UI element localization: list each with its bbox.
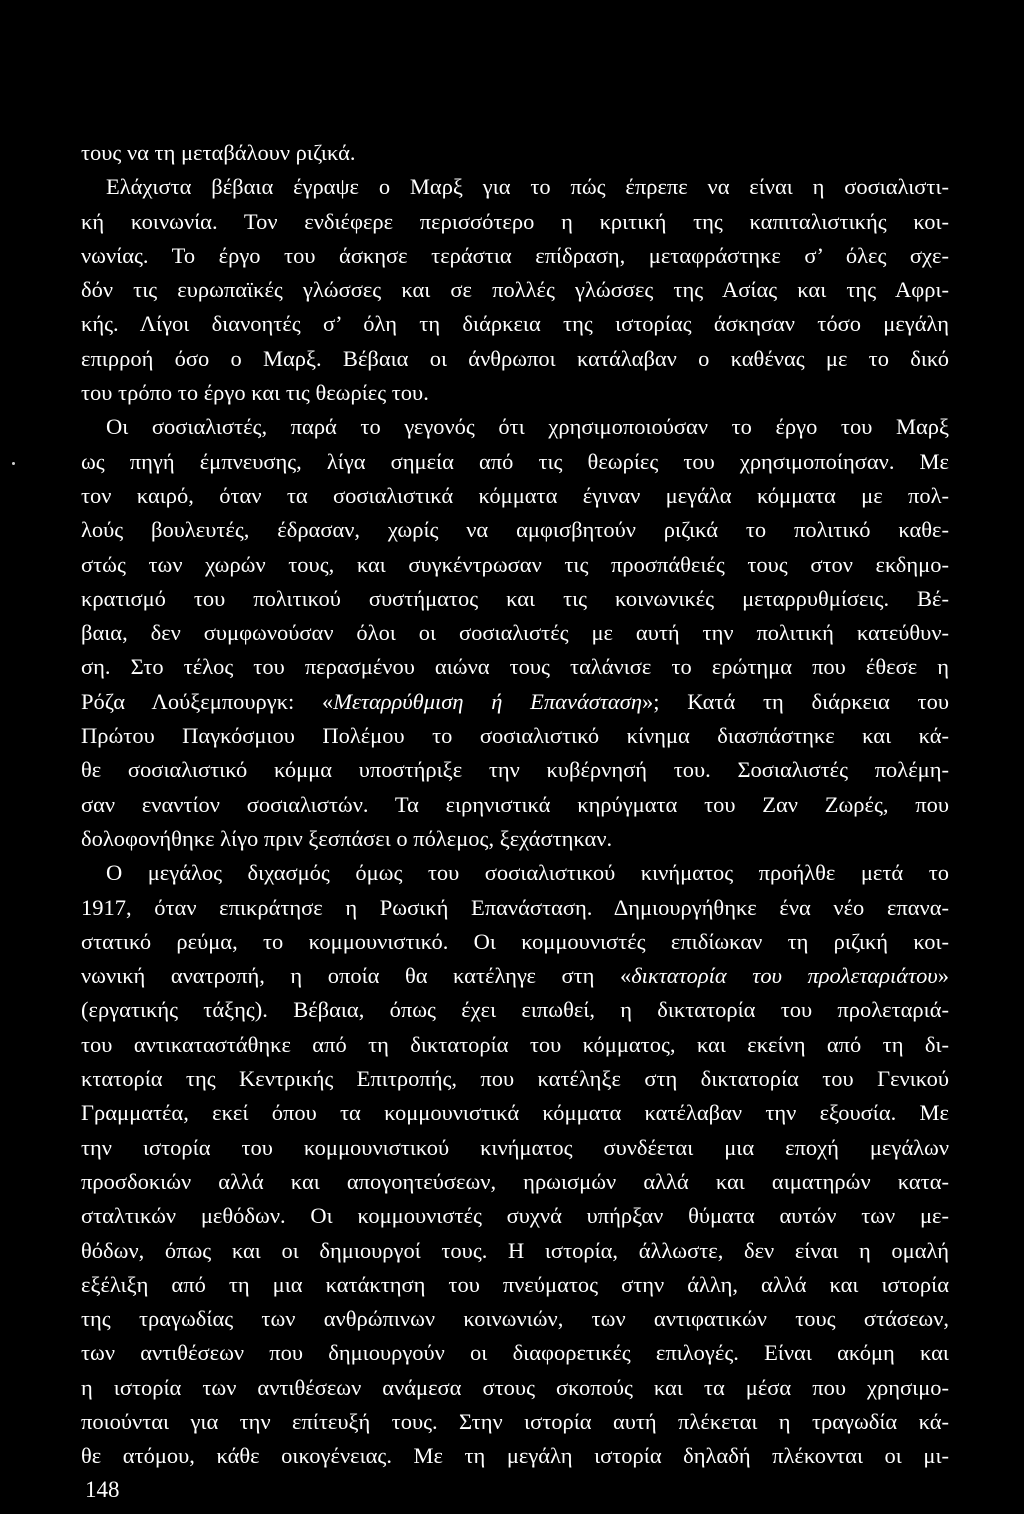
text-line [81,273,949,307]
text-segment: νωνική ανατροπή, η οποία θα κατέληγε στη « [81,963,632,989]
text-segment: ποιούνται για την επίτευξή τους. Στην ιστορία αυτή πλέκεται η τραγωδία κά- [81,1408,949,1434]
text-line [81,1062,949,1096]
text-line [81,822,949,856]
text-segment: κτατορία της Κεντρικής Επιτροπής, που κατέληξε στη δικτατορία του Γενικού [81,1066,949,1092]
page-number: 148 [85,1477,120,1502]
text-segment: Ελάχιστα βέβαια έγραψε ο Μαρξ για το πώς έπρεπε να είναι η σοσιαλιστι- [106,174,949,200]
text-segment: τον καιρό, όταν τα σοσιαλιστικά κόμματα έγιναν μεγάλα κόμματα με πολ- [81,482,949,508]
text-segment: νωνίας. Το έργο του άσκησε τεράστια επίδραση, μεταφράστηκε σ’ όλες σχε- [81,242,949,268]
text-line [81,616,949,650]
text-segment: θε σοσιαλιστικό κόμμα υποστήριξε την κυβέρνησή του. Σοσιαλιστές πολέμη- [81,757,949,783]
text-segment: κρατισμό του πολιτικού συστήματος και τις κοινωνικές μεταρρυθμίσεις. Βέ- [81,585,949,611]
text-segment: λούς βουλευτές, έδρασαν, χωρίς να αμφισβητούν ριζικά το πολιτικό καθε- [81,517,949,543]
text-segment: »; Κατά τη διάρκεια του [642,688,949,714]
text-line [81,1336,949,1370]
text-segment: θε ατόμου, κάθε οικογένειας. Με τη μεγάλη ιστορία δηλαδή πλέκονται οι μι- [81,1443,949,1469]
italic-phrase: δικτατορία του προλεταριάτου [631,963,938,989]
text-line [81,993,949,1027]
text-segment: προσδοκιών αλλά και απογοητεύσεων, ηρωισμών αλλά και αιματηρών κατα- [81,1168,949,1194]
text-line [81,1199,949,1233]
text-line [81,1439,949,1473]
text-line [81,719,949,753]
margin-speck [12,462,15,465]
text-line [81,1096,949,1130]
text-line [81,1268,949,1302]
text-line [81,788,949,822]
text-segment: τους να τη μεταβάλουν ριζικά. [81,140,356,165]
text-line [81,1405,949,1439]
text-line [81,170,949,204]
text-line [81,959,949,993]
text-segment: Ο μεγάλος διχασμός όμως του σοσιαλιστικού κινήματος προήλθε μετά το [106,860,949,886]
text-segment: βαια, δεν συμφωνούσαν όλοι οι σοσιαλιστές με αυτή την πολιτική κατεύθυν- [81,620,949,646]
text-line [81,753,949,787]
text-segment: εξέλιξη από τη μια κατάκτηση του πνεύματος στην άλλη, αλλά και ιστορία [81,1271,949,1297]
text-line [81,1028,949,1062]
text-line [81,513,949,547]
text-line [81,685,949,719]
text-line [81,445,949,479]
text-line [81,307,949,341]
text-segment: Πρώτου Παγκόσμιου Πολέμου το σοσιαλιστικό κίνημα διασπάστηκε και κά- [81,723,949,749]
text-segment: ση. Στο τέλος του περασμένου αιώνα τους ταλάνισε το ερώτημα που έθεσε η [81,654,949,680]
text-segment: 1917, όταν επικράτησε η Ρωσική Επανάσταση. Δημιουργήθηκε ένα νέο επανα- [81,894,949,920]
text-segment: του τρόπο το έργο και τις θεωρίες του. [81,380,429,406]
text-segment: κής. Λίγοι διανοητές σ’ όλη τη διάρκεια της ιστορίας άσκησαν τόσο μεγάλη [81,311,949,337]
text-line [81,1131,949,1165]
text-segment: της τραγωδίας των ανθρώπινων κοινωνιών, των αντιφατικών τους στάσεων, [81,1306,949,1332]
text-line [81,136,949,170]
text-line [81,650,949,684]
text-segment: η ιστορία των αντιθέσεων ανάμεσα στους σκοπούς και τα μέσα που χρησιμο- [81,1374,949,1400]
text-segment: δόν τις ευρωπαϊκές γλώσσες και σε πολλές γλώσσες της Ασίας και της Αφρι- [81,277,949,303]
text-segment: κή κοινωνία. Τον ενδιέφερε περισσότερο η κριτική της καπιταλιστικής κοι- [81,208,949,234]
text-segment: (εργατικής τάξης). Βέβαια, όπως έχει ειπωθεί, η δικτατορία του προλεταριά- [81,997,949,1023]
text-segment: ως πηγή έμπνευσης, λίγα σημεία από τις θεωρίες του χρησιμοποίησαν. Με [81,448,949,474]
text-segment: επιρροή όσο ο Μαρξ. Βέβαια οι άνθρωποι κατάλαβαν ο καθένας με το δικό [81,345,949,371]
text-segment: σαν εναντίον σοσιαλιστών. Τα ειρηνιστικά κηρύγματα του Ζαν Ζωρές, που [81,791,949,817]
text-line [81,925,949,959]
text-segment: Οι σοσιαλιστές, παρά το γεγονός ότι χρησιμοποιούσαν το έργο του Μαρξ [106,414,949,440]
text-segment: θόδων, όπως και οι δημιουργοί τους. Η ιστορία, άλλωστε, δεν είναι η ομαλή [81,1237,949,1263]
text-line [81,1371,949,1405]
text-line [81,548,949,582]
text-line [81,856,949,890]
text-segment: Ρόζα Λούξεμπουργκ: « [81,688,334,714]
text-segment: την ιστορία του κομμουνιστικού κινήματος συνδέεται μια εποχή μεγάλων [81,1134,949,1160]
text-line [81,1165,949,1199]
text-line [81,342,949,376]
text-line [81,1234,949,1268]
text-segment: των αντιθέσεων που δημιουργούν οι διαφορετικές επιλογές. Είναι ακόμη και [81,1340,949,1366]
text-line [81,479,949,513]
text-line [81,1302,949,1336]
text-segment: στώς των χωρών τους, και συγκέντρωσαν τις προσπάθειές τους στον εκδημο- [81,551,949,577]
text-segment: Γραμματέα, εκεί όπου τα κομμουνιστικά κόμματα κατέλαβαν την εξουσία. Με [81,1100,949,1126]
body-text [81,136,949,1474]
text-line [81,239,949,273]
text-line [81,582,949,616]
text-segment: » [937,963,949,989]
text-segment: στατικό ρεύμα, το κομμουνιστικό. Οι κομμουνιστές επιδίωκαν τη ριζική κοι- [81,928,949,954]
text-segment: του αντικαταστάθηκε από τη δικτατορία του κόμματος, και εκείνη από τη δι- [81,1031,949,1057]
text-line [81,376,949,410]
text-segment: σταλτικών μεθόδων. Οι κομμουνιστές συχνά υπήρξαν θύματα αυτών των με- [81,1203,949,1229]
text-segment: δολοφονήθηκε λίγο πριν ξεσπάσει ο πόλεμος, ξεχάστηκαν. [81,825,613,851]
text-line [81,891,949,925]
text-line [81,410,949,444]
italic-phrase: Μεταρρύθμιση ή Επανάσταση [333,688,642,714]
text-line [81,205,949,239]
